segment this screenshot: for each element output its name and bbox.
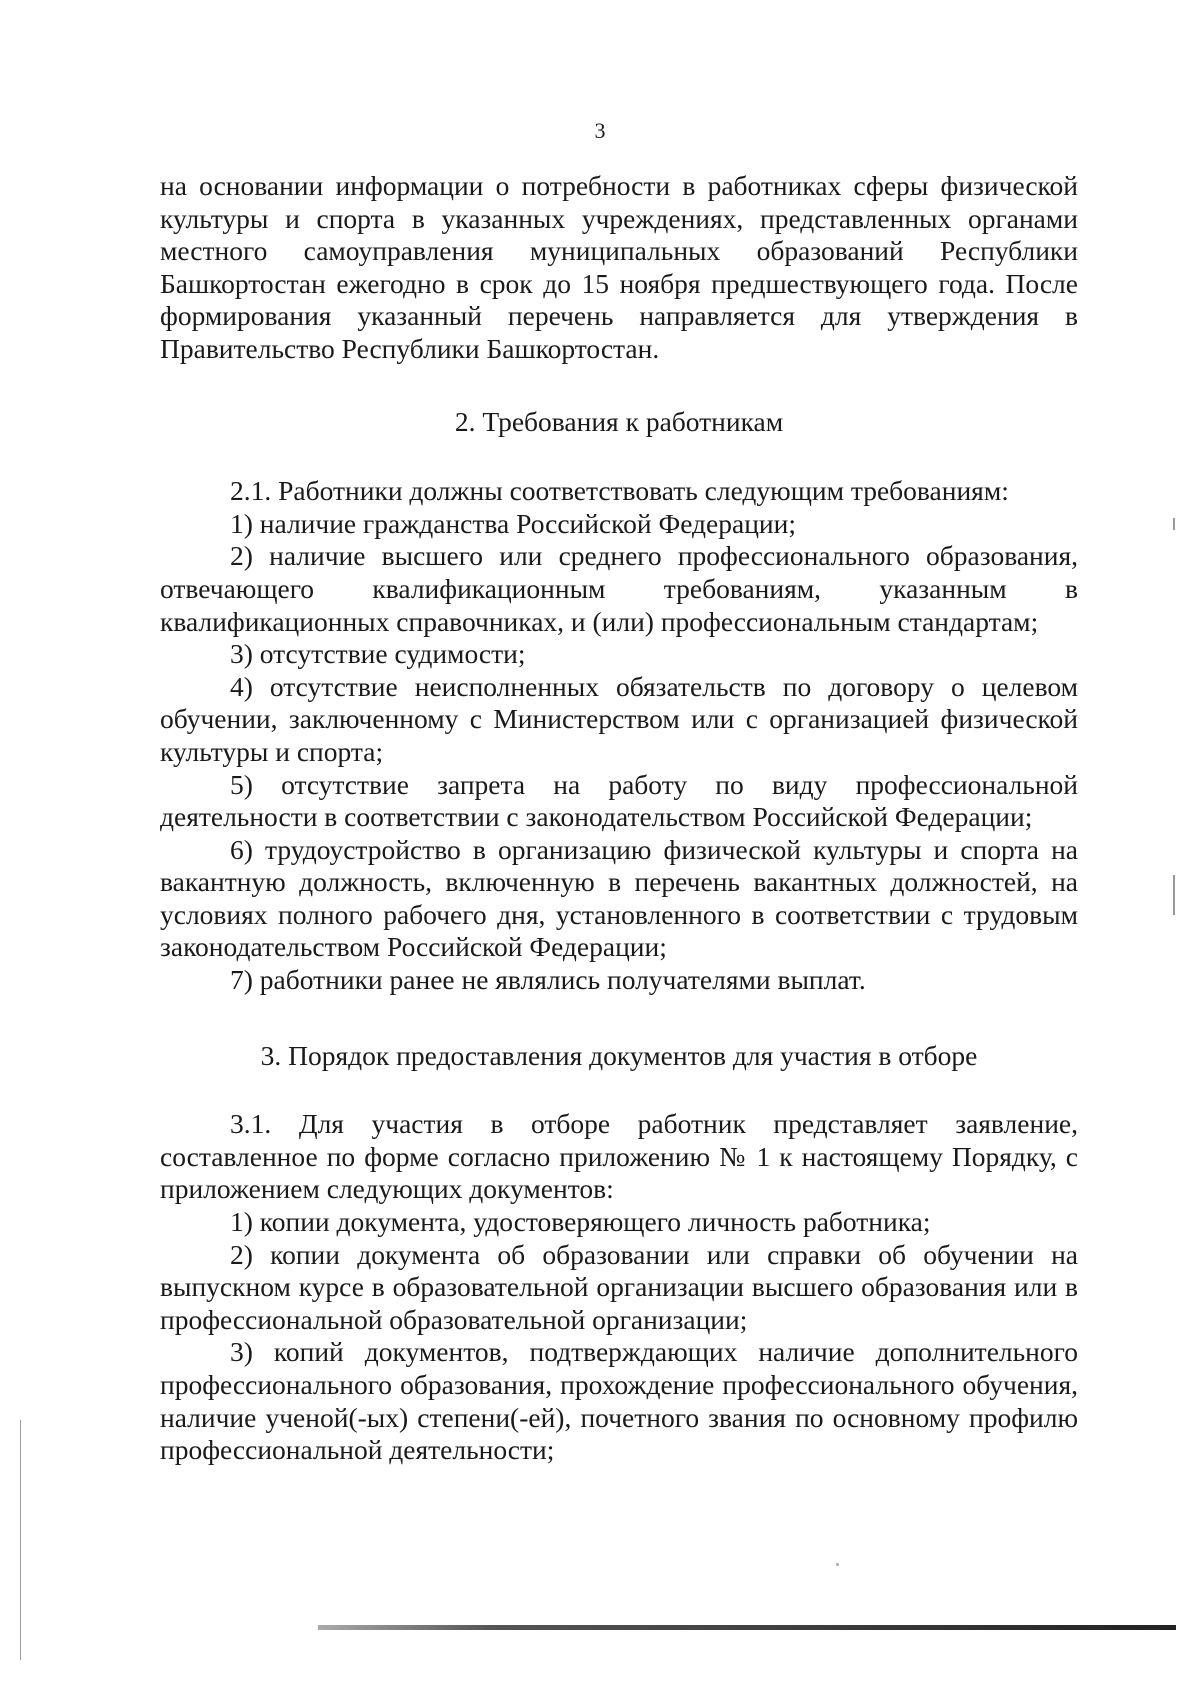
document-item-3: 3) копий документов, подтверждающих наличие дополнительного профессионального образования, прохождение профессионального обучения, наличие ученой(-ых) степени(-ей), почетного звания по основному профилю профессиональной деятельности; xyxy=(160,1336,1078,1466)
scan-edge-mark-left xyxy=(20,1420,21,1660)
section-3-lead: 3.1. Для участия в отборе работник представляет заявление, составленное по форме согласно приложению № 1 к настоящему Порядку, с приложением следующих документов: xyxy=(160,1108,1078,1205)
requirement-item-4: 4) отсутствие неисполненных обязательств по договору о целевом обучении, заключенному с Министерством или с организацией физической культуры и спорта; xyxy=(160,670,1078,767)
intro-paragraph: на основании информации о потребности в работниках сферы физической культуры и спорта в указанных учреждениях, представленных органами местного самоуправления муниципальных образований Республики Башкортостан ежегодно в срок до 15 ноября предшествующего года. После формирования указанный перечень направляется для утверждения в Правительство Республики Башкортостан. xyxy=(160,170,1078,364)
section-2-lead: 2.1. Работники должны соответствовать следующим требованиям: xyxy=(230,475,1009,507)
requirement-item-6: 6) трудоустройство в организацию физической культуры и спорта на вакантную должность, включенную в перечень вакантных должностей, на условиях полного рабочего дня, установленного в соответствии с трудовым законодательством Российской Федерации; xyxy=(160,833,1078,963)
scan-edge-mark-right-upper xyxy=(1173,518,1175,530)
document-body xyxy=(160,170,1078,1467)
document-item-1: 1) копии документа, удостоверяющего личность работника; xyxy=(230,1206,931,1238)
requirement-item-3: 3) отсутствие судимости; xyxy=(230,638,526,670)
document-item-2: 2) копии документа об образовании или справки об обучении на выпускном курсе в образовательной организации высшего образования или в профессиональной образовательной организации; xyxy=(160,1238,1078,1335)
section-2-heading: 2. Требования к работникам xyxy=(454,405,784,437)
scan-speck xyxy=(836,1563,839,1566)
requirement-item-7: 7) работники ранее не являлись получателями выплат. xyxy=(230,964,866,996)
requirement-item-5: 5) отсутствие запрета на работу по виду профессиональной деятельности в соответствии с законодательством Российской Федерации; xyxy=(160,768,1078,833)
requirement-item-2: 2) наличие высшего или среднего профессионального образования, отвечающего квалификационным требованиям, указанным в квалификационных справочниках, и (или) профессиональным стандартам; xyxy=(160,540,1078,637)
section-3-heading: 3. Порядок предоставления документов для участия в отборе xyxy=(260,1039,978,1071)
scan-edge-mark-right xyxy=(1173,875,1175,915)
page-number: 3 xyxy=(594,118,606,143)
requirement-item-1: 1) наличие гражданства Российской Федерации; xyxy=(230,507,797,539)
scan-bottom-bar xyxy=(318,1625,1176,1630)
